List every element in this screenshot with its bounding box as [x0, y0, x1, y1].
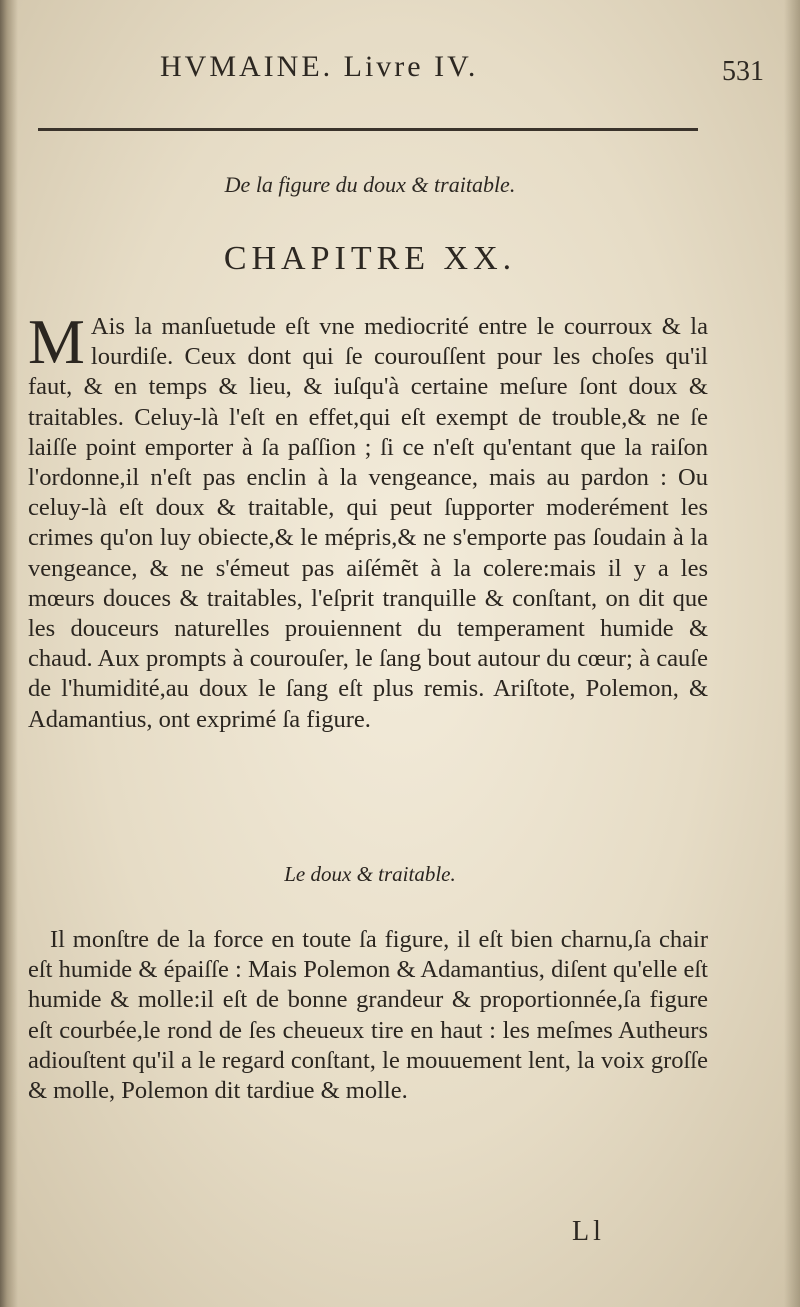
chapter-subtitle: De la figure du doux & traitable.: [224, 172, 516, 197]
signature-mark: Ll: [572, 1216, 605, 1247]
page-number: 531: [722, 56, 764, 87]
paragraph-1: [28, 306, 708, 735]
section-title: Le doux & traitable.: [284, 862, 456, 886]
page-edge: [784, 0, 800, 1307]
running-title: HVMAINE. Livre IV.: [160, 50, 479, 83]
header-rule: [38, 128, 698, 131]
drop-cap-initial: M: [28, 306, 85, 377]
paragraph-1-text: Ais la manſuetude eſt vne mediocrité entre le courroux & la lourdiſe. Ceux dont qui ſe courouſſent pour les choſes qu'il faut, & en temps & lieu, & iuſqu'à certaine meſure ſont doux & traitables. Celuy-là l'eſt en effet,qui eſt exempt de trouble,& ne ſe laiſſe point emporter à ſa paſſion ; ſi ce n'eſt qu'entant que la raiſon l'ordonne,il n'eſt pas enclin à la vengeance, mais au pardon : Ou celuy-là eſt doux & traitable, qui peut ſupporter moderément les crimes qu'on luy obiecte,& le mépris,& ne s'emporte pas ſoudain à la vengeance, & ne s'émeut pas aiſémẽt à la colere:mais il y a les mœurs douces & traitables, l'eſprit tranquille & conſtant, on dit que les douceurs naturelles prouiennent du temperament humide & chaud. Aux prompts à courouſer, le ſang bout autour du cœur; à cauſe de l'humidité,au doux le ſang eſt plus remis. Ariſtote, Polemon, & Adamantius, ont exprimé ſa figure.: [28, 313, 708, 733]
chapter-heading: CHAPITRE XX.: [223, 240, 517, 277]
paragraph-2: Il monſtre de la force en toute ſa figure, il eſt bien charnu,ſa chair eſt humide & épaiſſe : Mais Polemon & Adamantius, diſent qu'elle eſt humide & molle:il eſt de bonne grandeur & proportionnée,ſa figure eſt courbée,le rond de ſes cheueux tire en haut : les meſmes Autheurs adiouſtent qu'il a le regard conſtant, le mouuement lent, la voix groſſe & molle, Polemon dit tardiue & molle.: [28, 926, 708, 1105]
